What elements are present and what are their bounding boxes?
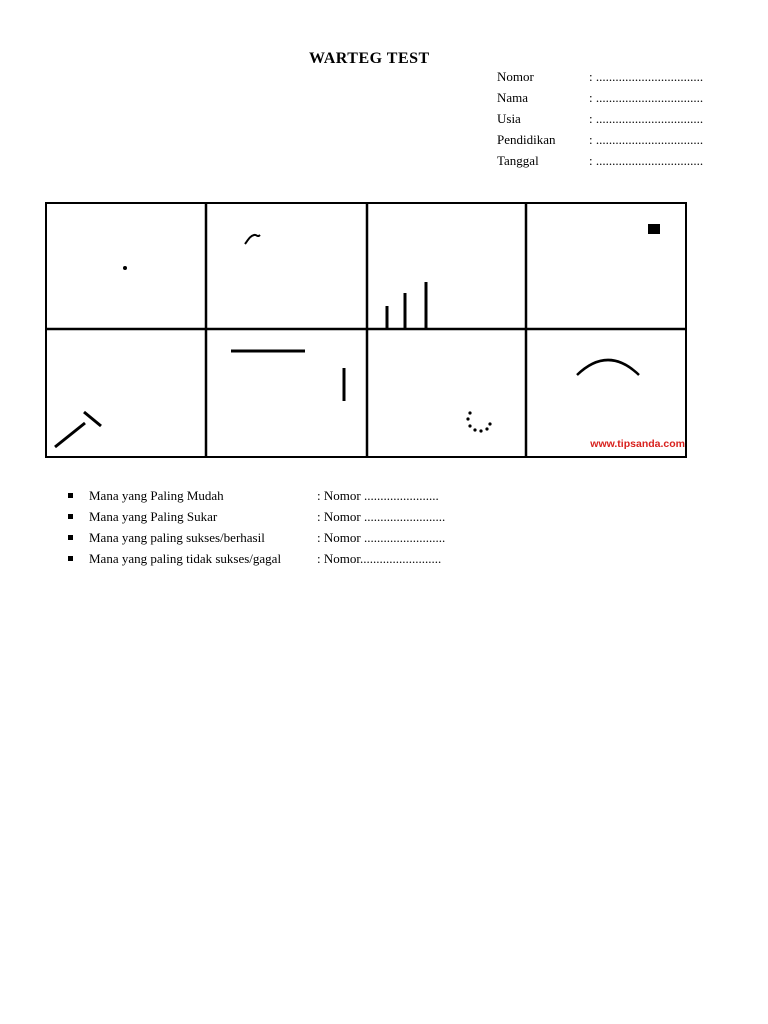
question-list [68, 485, 445, 569]
info-row-tanggal [497, 152, 703, 173]
info-row-nama [497, 89, 703, 110]
question-answer-field[interactable]: : Nomor ......................... [317, 530, 446, 545]
list-item [68, 548, 445, 569]
info-value-field[interactable]: : ................................. [589, 153, 704, 168]
info-row-usia [497, 110, 703, 131]
list-item [68, 506, 445, 527]
stimulus-cell-1[interactable] [123, 266, 127, 270]
watermark-text: www.tipsanda.com [590, 438, 685, 450]
question-answer-field[interactable]: : Nomor ......................... [317, 509, 446, 524]
identity-form [497, 68, 703, 173]
stimulus-cell-4[interactable] [648, 224, 660, 234]
list-item [68, 527, 445, 548]
question-label: Mana yang Paling Mudah [89, 488, 224, 503]
bullet-icon [68, 493, 73, 498]
info-value-field[interactable]: : ................................. [589, 69, 704, 84]
question-label: Mana yang paling tidak sukses/gagal [89, 551, 282, 566]
info-row-pendidikan [497, 131, 703, 152]
question-answer-field[interactable]: : Nomor......................... [317, 551, 442, 566]
info-label: Usia [497, 111, 521, 126]
info-row-nomor [497, 68, 703, 89]
dot-stimulus [123, 266, 127, 270]
info-label: Nomor [497, 69, 534, 84]
question-answer-field[interactable]: : Nomor ....................... [317, 488, 439, 503]
info-label: Pendidikan [497, 132, 556, 147]
question-label: Mana yang paling sukses/berhasil [89, 530, 265, 545]
list-item [68, 485, 445, 506]
stimulus-grid-drawing [45, 202, 687, 458]
bullet-icon [68, 535, 73, 540]
question-label: Mana yang Paling Sukar [89, 509, 218, 524]
bullet-icon [68, 556, 73, 561]
page-title: WARTEG TEST [309, 50, 430, 67]
square-stimulus [648, 224, 660, 234]
bullet-icon [68, 514, 73, 519]
wartegg-stimulus-grid [45, 202, 687, 458]
info-label: Nama [497, 90, 529, 105]
info-value-field[interactable]: : ................................. [589, 111, 704, 126]
info-value-field[interactable]: : ................................. [589, 132, 704, 147]
info-label: Tanggal [497, 153, 539, 168]
info-value-field[interactable]: : ................................. [589, 90, 704, 105]
